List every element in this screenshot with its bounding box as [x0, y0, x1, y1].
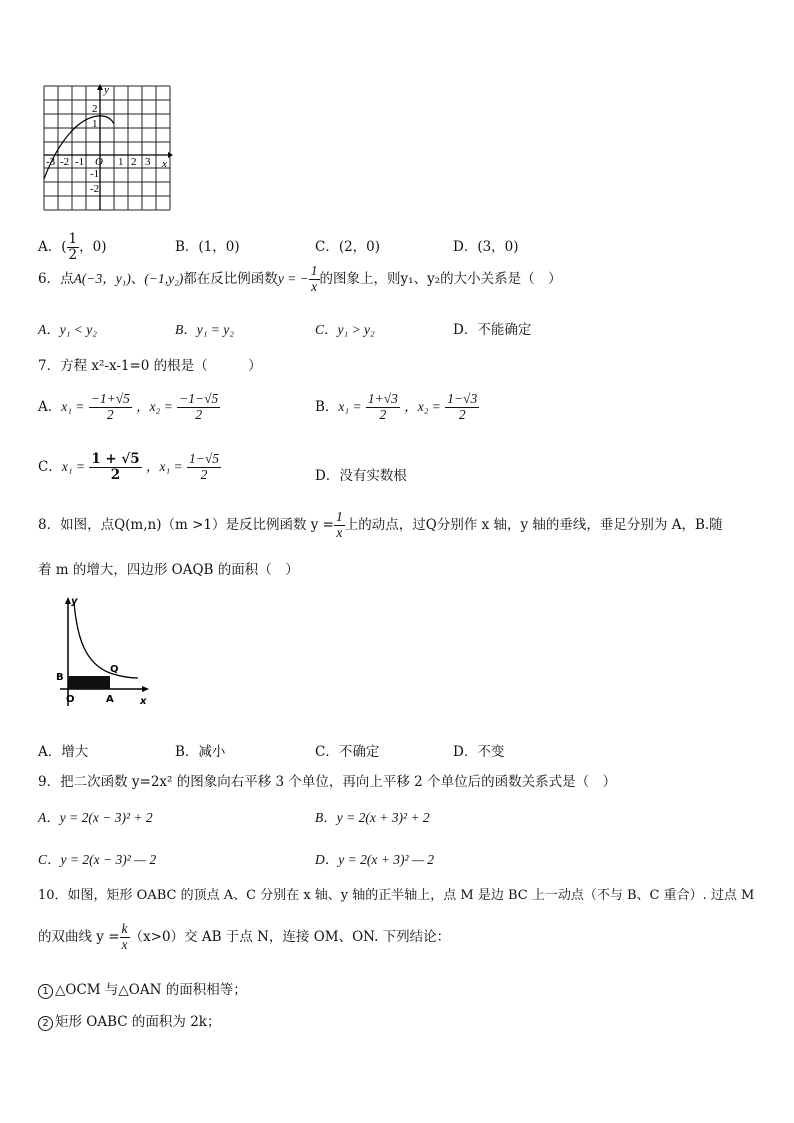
q8-label-y: y: [71, 596, 78, 607]
q5-option-b[interactable]: B．(1，0): [175, 239, 240, 255]
xtick-label: 3: [145, 156, 151, 168]
q9-option-a[interactable]: A．y = 2(x − 3)² + 2: [38, 810, 153, 825]
circled-number-icon: 1: [38, 984, 53, 999]
q8-figure: [50, 594, 155, 712]
q8-option-b[interactable]: B．减小: [175, 744, 226, 760]
q5-option-a-tail: ，0): [79, 238, 107, 255]
q9-option-b[interactable]: B．y = 2(x + 3)² + 2: [315, 810, 430, 825]
q5-option-a[interactable]: [38, 232, 106, 263]
q7-option-b[interactable]: B．x₁ = $\frac{1+√3}{2}$ ，x₂ = $\frac{1-√3}{2}$: [315, 391, 478, 422]
q8-stem-line1: 8．如图，点Q(m,n)（m >1）是反比例函数 y = $\frac{1}{x}$ 上的动点，过Q分别作 x 轴，y 轴的垂线，垂足分别为 A，B.随: [38, 509, 723, 540]
q5-option-d[interactable]: D．(3，0): [453, 239, 519, 255]
ytick-label: 2: [92, 103, 98, 115]
axis-y-label: y: [104, 84, 109, 96]
ytick-label: -1: [90, 168, 100, 180]
xtick-label: -2: [60, 156, 70, 168]
q6-option-c[interactable]: C．y₁ > y₂: [315, 322, 375, 337]
q8-option-a[interactable]: A．增大: [38, 744, 89, 760]
q7-option-a[interactable]: A．x₁ = $\frac{-1+√5}{2}$ ，x₂ = $\frac{-1-√5}{2}$: [38, 391, 219, 422]
xtick-label: -1: [75, 156, 85, 168]
axis-x-label: x: [162, 158, 167, 170]
circled-number-icon: 2: [38, 1016, 53, 1031]
q8-label-x: x: [140, 696, 147, 707]
q8-option-d[interactable]: D．不变: [453, 744, 505, 760]
origin-label: O: [95, 156, 103, 168]
q10-stem-line1: 10．如图，矩形 OABC 的顶点 A、C 分别在 x 轴、y 轴的正半轴上，点 M 是边 BC 上一动点（不与 B、C 重合）. 过点 M: [38, 888, 755, 903]
q9-option-c[interactable]: C．y = 2(x − 3)² — 2: [38, 852, 157, 867]
q5-option-a-label: A．(: [38, 238, 67, 255]
q8-label-A: A: [106, 694, 114, 705]
q8-label-B: B: [56, 672, 64, 683]
q5-option-a-fraction: $\frac{1}{2}$: [68, 231, 78, 263]
q7-option-d[interactable]: D．没有实数根: [315, 468, 407, 484]
xtick-label: 2: [131, 156, 137, 168]
ytick-label: 1: [92, 118, 98, 130]
q9-stem: 9．把二次函数 y=2x² 的图象向右平移 3 个单位，再向上平移 2 个单位后的函数关系式是（ ）: [38, 774, 617, 790]
q5-option-c[interactable]: C．(2，0): [315, 239, 381, 255]
grid-graph: [40, 82, 175, 214]
q9-option-d[interactable]: D．y = 2(x + 3)² — 2: [315, 852, 434, 867]
q6-stem: 6．点A(−3，y₁)、(−1,y₂)都在反比例函数y = − $\frac{1}{x}$ 的图象上，则y₁、y₂的大小关系是（ ）: [38, 263, 562, 294]
q8-option-c[interactable]: C．不确定: [315, 744, 380, 760]
q7-option-c[interactable]: C．x₁ = $\frac{1 + √5}{2}$ ，x₁ = $\frac{1-√5}{2}$: [38, 451, 219, 483]
q6-option-b[interactable]: B．y₁ = y₂: [175, 322, 234, 337]
q6-option-d[interactable]: D．不能确定: [453, 322, 532, 338]
q8-label-O: O: [66, 694, 75, 705]
q8-shaded-rectangle: [68, 676, 110, 689]
xtick-label: -3: [46, 156, 56, 168]
q10-conclusion-2: 2 矩形 OABC 的面积为 2k；: [38, 1010, 220, 1031]
q8-stem-line2: 着 m 的增大，四边形 OAQB 的面积（ ）: [38, 562, 299, 578]
q10-conclusion-1: 1 △OCM 与△OAN 的面积相等；: [38, 978, 247, 999]
xtick-label: 1: [118, 156, 124, 168]
q10-stem-line2: 的双曲线 y = $\frac{k}{x}$ （x>0）交 AB 于点 N，连接 OM、ON. 下列结论：: [38, 921, 451, 952]
ytick-label: -2: [90, 183, 100, 195]
q8-label-Q: Q: [110, 664, 119, 675]
q7-stem: 7．方程 x²-x-1=0 的根是（ ）: [38, 358, 262, 374]
q6-option-a[interactable]: A．y₁ < y₂: [38, 322, 97, 337]
